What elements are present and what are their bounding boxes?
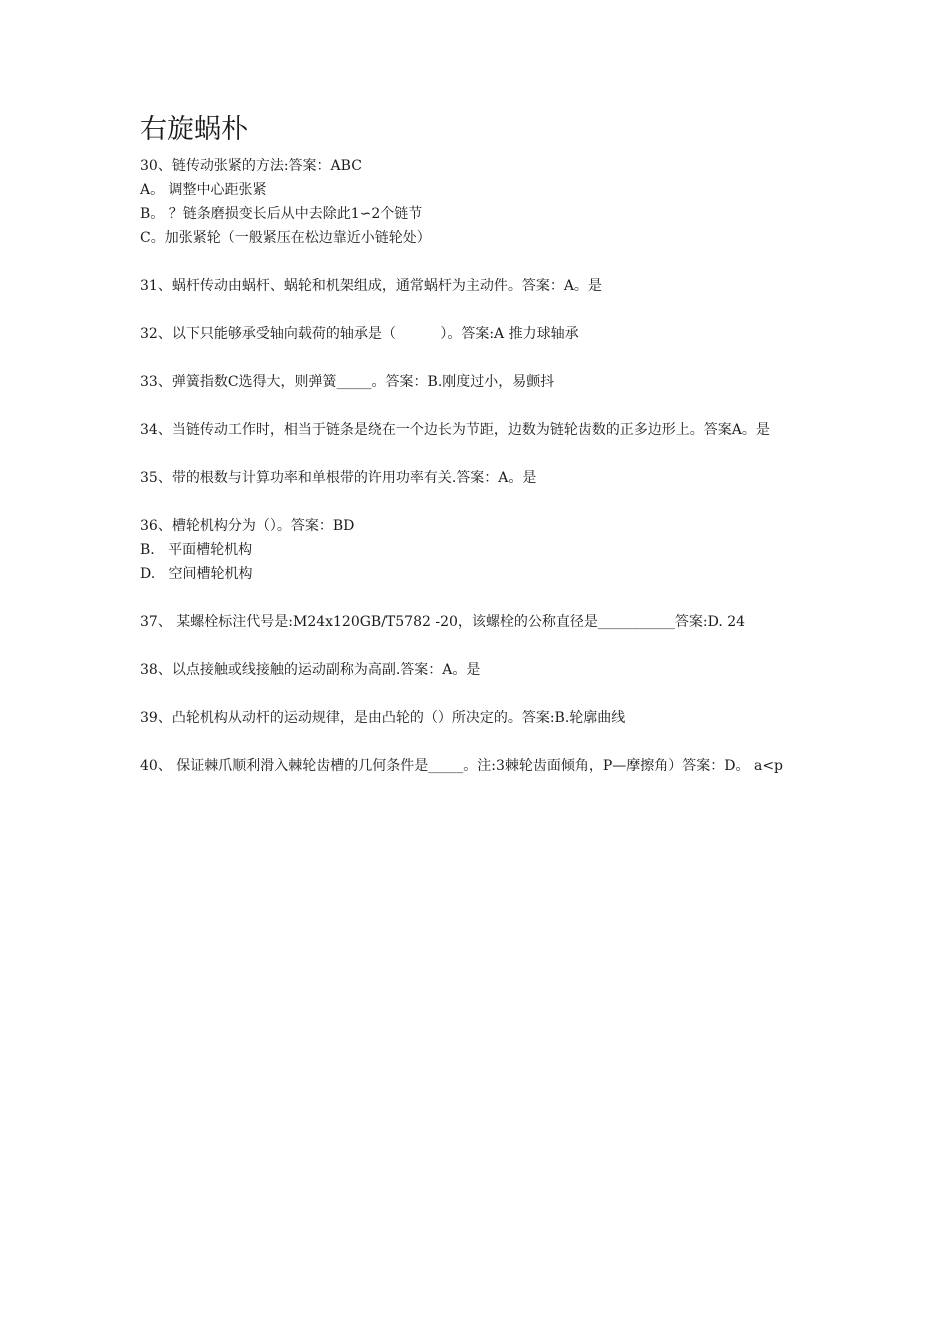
spacer	[140, 394, 820, 418]
spacer	[140, 730, 820, 754]
question-31: 31、蜗杆传动由蜗杆、蜗轮和机架组成，通常蜗杆为主动件。答案：A。是	[140, 278, 602, 294]
spacer	[140, 586, 820, 610]
question-38: 38、以点接触或线接触的运动副称为高副.答案：A。是	[140, 662, 481, 678]
spacer	[140, 442, 820, 466]
question-30-option-c: C。加张紧轮（一般紧压在松边靠近小链轮处）	[140, 230, 431, 246]
spacer	[140, 250, 820, 274]
question-36-option-d: D. 空间槽轮机构	[140, 566, 253, 582]
spacer	[140, 634, 820, 658]
spacer	[140, 346, 820, 370]
question-37: 37、 某螺栓标注代号是:M24x120GB/T5782 -20，该螺栓的公称直径是___________答案:D. 24	[140, 614, 746, 630]
question-30: 30、链传动张紧的方法:答案：ABC	[140, 158, 362, 174]
question-40: 40、 保证棘爪顺利滑入棘轮齿槽的几何条件是_____。注:3棘轮齿面倾角，P—摩擦角）答案：D。 a<p	[140, 758, 784, 774]
question-34: 34、当链传动工作时，相当于链条是绕在一个边长为节距，边数为链轮齿数的正多边形上。答案A。是	[140, 422, 770, 438]
question-30-option-a: A。 调整中心距张紧	[140, 182, 267, 198]
question-35: 35、带的根数与计算功率和单根带的许用功率有关.答案：A。是	[140, 470, 537, 486]
spacer	[140, 490, 820, 514]
question-39: 39、凸轮机构从动杆的运动规律，是由凸轮的（）所决定的。答案:B.轮廓曲线	[140, 710, 626, 726]
question-32: 32、以下只能够承受轴向载荷的轴承是（ ）。答案:A 推力球轴承	[140, 326, 579, 342]
spacer	[140, 298, 820, 322]
question-33: 33、弹簧指数C选得大，则弹簧_____。答案：B.刚度过小，易颤抖	[140, 374, 555, 390]
spacer	[140, 682, 820, 706]
question-30-option-b: B。 ？链条磨损变长后从中去除此1∽2个链节	[140, 206, 423, 222]
question-36-option-b: B. 平面槽轮机构	[140, 542, 253, 558]
document-page	[140, 112, 820, 778]
question-36: 36、槽轮机构分为（）。答案：BD	[140, 518, 355, 534]
page-heading: 右旋蜗朴	[140, 114, 248, 145]
